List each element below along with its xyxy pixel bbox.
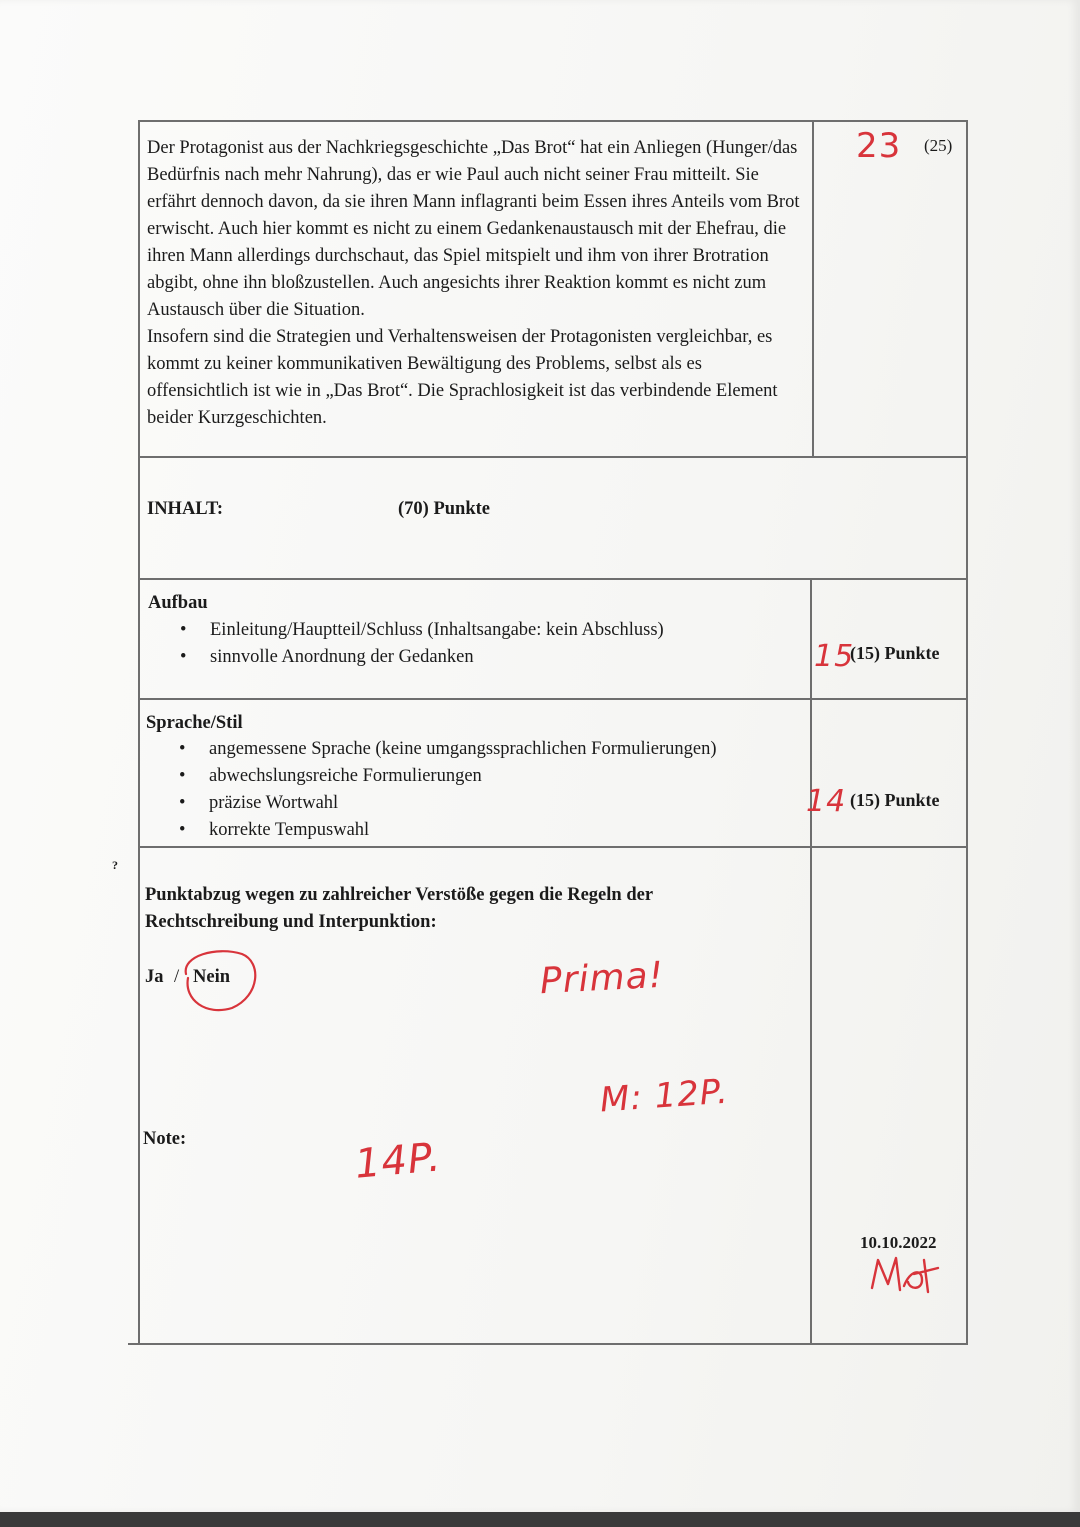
sprache-awarded-points: 14 bbox=[806, 784, 847, 819]
inhalt-label: INHALT: bbox=[147, 499, 224, 519]
list-item: • präzise Wortwahl bbox=[145, 790, 810, 817]
aufbau-criteria-list bbox=[146, 617, 806, 671]
table-right-border bbox=[966, 120, 968, 1345]
list-item: • Einleitung/Hauptteil/Schluss (Inhaltsangabe: kein Abschluss) bbox=[146, 617, 806, 644]
sprache-criteria-list bbox=[145, 736, 810, 844]
class-average: M: 12P. bbox=[598, 1071, 730, 1121]
sprache-max-points: (15) Punkte bbox=[850, 790, 940, 810]
table-bottom-border bbox=[128, 1343, 968, 1345]
nein-circle-mark bbox=[176, 944, 266, 1016]
list-item: • abwechslungsreiche Formulierungen bbox=[145, 763, 810, 790]
points-column-divider bbox=[810, 578, 812, 1345]
table-left-border bbox=[138, 120, 140, 1345]
page-bottom-edge bbox=[0, 1512, 1080, 1527]
grading-date: 10.10.2022 bbox=[860, 1233, 937, 1252]
analysis-text: Der Protagonist aus der Nachkriegsgeschichte „Das Brot“ hat ein Anliegen (Hunger/das Bedürfnis nach mehr Nahrung), das er wie Paul auch nicht seiner Frau mitteilt. Sie erfährt dennoch davon, da sie ihren Mann inflagranti beim Essen ihres Anteils vom Brot erwischt. Auch hier kommt es nicht zu einem Gedankenaustausch mit der Ehefrau, die ihren Mann allerdings durchschaut, das Spiel mitspielt und ihm von ihrer Brotration abgibt, ohne ihn bloßzustellen. Auch angesichts ihrer Reaktion kommt es nicht zum Austausch über die Situation. Insofern sind die Strategien und Verhaltensweisen der Protagonisten vergleichbar, es kommt zu keiner kommunikativen Bewältigung des Problems, selbst als es offensichtlich ist wie in „Das Brot“. Die Sprachlosigkeit ist das verbindende Element beider Kurzgeschichten. bbox=[147, 138, 800, 428]
option-nein: Nein bbox=[193, 967, 230, 987]
analysis-max-points: (25) bbox=[924, 136, 953, 155]
aufbau-max-points: (15) Punkte bbox=[850, 643, 940, 663]
final-grade: 14P. bbox=[353, 1134, 444, 1188]
row-divider bbox=[138, 698, 968, 700]
points-column-divider bbox=[812, 120, 814, 456]
teacher-comment: Prima! bbox=[539, 954, 666, 1003]
margin-mark: ? bbox=[112, 858, 118, 872]
aufbau-heading: Aufbau bbox=[148, 593, 208, 613]
option-ja: Ja bbox=[145, 967, 164, 987]
row-divider bbox=[138, 846, 968, 848]
note-label: Note: bbox=[143, 1129, 187, 1149]
row-divider bbox=[138, 578, 968, 580]
list-item: • sinnvolle Anordnung der Gedanken bbox=[146, 644, 806, 671]
aufbau-awarded-points: 15 bbox=[814, 639, 855, 674]
inhalt-points: (70) Punkte bbox=[398, 499, 490, 519]
deduction-question: Punktabzug wegen zu zahlreicher Verstöße gegen die Regeln der Rechtschreibung und Interpunktion: bbox=[145, 885, 653, 932]
table-top-border bbox=[138, 120, 968, 122]
list-item: • angemessene Sprache (keine umgangssprachlichen Formulierungen) bbox=[145, 736, 810, 763]
option-separator: / bbox=[174, 967, 180, 987]
row-divider bbox=[138, 456, 968, 458]
sprache-heading: Sprache/Stil bbox=[146, 713, 243, 733]
analysis-awarded-points: 23 bbox=[856, 126, 902, 166]
teacher-signature bbox=[866, 1250, 946, 1300]
list-item: • korrekte Tempuswahl bbox=[145, 817, 810, 844]
